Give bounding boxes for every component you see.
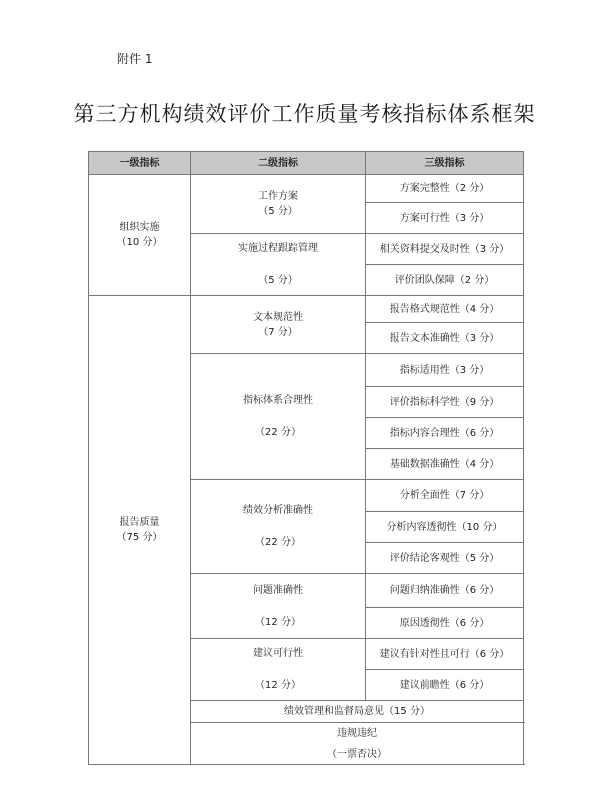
veto-label: （一票否决） [327, 748, 387, 760]
level2-cell-performance-analysis [191, 480, 366, 574]
level2-score: （5 分） [258, 275, 298, 286]
table-row [89, 296, 524, 323]
level2-name: 问题准确性 [253, 584, 303, 596]
level3-cell: 报告格式规范性（4 分） [366, 296, 524, 323]
level3-cell: 指标内容合理性（6 分） [366, 418, 524, 449]
column-header-level3: 三级指标 [366, 152, 524, 175]
level3-cell: 原因透彻性（6 分） [366, 608, 524, 639]
level3-cell: 方案可行性（3 分） [366, 203, 524, 234]
level3-cell: 相关资料提交及时性（3 分） [366, 234, 524, 265]
level2-cell-process-tracking [191, 234, 366, 296]
level2-name: 文本规范性 [253, 311, 303, 323]
level2-name: 工作方案 [258, 191, 298, 202]
level2-score: （22 分） [255, 427, 301, 438]
level3-cell: 分析全面性（7 分） [366, 480, 524, 512]
level3-cell: 分析内容透彻性（10 分） [366, 512, 524, 543]
level2-score: （5 分） [258, 206, 298, 217]
level2-name: 指标体系合理性 [243, 395, 313, 406]
level1-name: 组织实施 [119, 222, 160, 233]
level2-cell-problem-accuracy [191, 574, 366, 639]
level2-cell-indicator-system [191, 354, 366, 480]
level3-cell: 评价结论客观性（5 分） [366, 543, 524, 574]
level1-score: （75 分） [116, 532, 163, 543]
level2-cell-suggestion-feasibility [191, 639, 366, 701]
level2-name: 绩效分析准确性 [243, 505, 313, 516]
table-row [89, 175, 524, 203]
indicator-table [88, 151, 524, 765]
level1-score: （10 分） [116, 237, 163, 248]
level1-cell-report-quality [89, 296, 191, 765]
level3-cell: 建议前瞻性（6 分） [366, 670, 524, 701]
level1-name: 报告质量 [119, 517, 160, 528]
level3-cell: 评价指标科学性（9 分） [366, 387, 524, 418]
document-title: 第三方机构绩效评价工作质量考核指标体系框架 [73, 102, 536, 126]
level2-score: （12 分） [255, 616, 301, 628]
level2-cell-work-plan [191, 175, 366, 234]
level1-cell-organization [89, 175, 191, 296]
column-header-level1: 一级指标 [89, 152, 191, 175]
supervision-opinion-cell: 绩效管理和监督局意见（15 分） [191, 701, 524, 723]
table-header-row [89, 152, 524, 175]
level2-score: （7 分） [258, 326, 298, 338]
level2-score: （22 分） [255, 537, 301, 548]
column-header-level2: 二级指标 [191, 152, 366, 175]
level3-cell: 建议有针对性且可行（6 分） [366, 639, 524, 670]
violation-veto-cell [191, 723, 524, 765]
level2-score: （12 分） [255, 680, 301, 691]
level3-cell: 方案完整性（2 分） [366, 175, 524, 203]
level3-cell: 评价团队保障（2 分） [366, 265, 524, 296]
level3-cell: 指标适用性（3 分） [366, 354, 524, 387]
level3-cell: 基础数据准确性（4 分） [366, 449, 524, 480]
violation-label: 违规违纪 [337, 727, 377, 739]
attachment-label: 附件 1 [117, 52, 153, 66]
level2-name: 实施过程跟踪管理 [238, 243, 318, 254]
level2-name: 建议可行性 [253, 648, 303, 659]
level2-cell-text-standard [191, 296, 366, 354]
level3-cell: 报告文本准确性（3 分） [366, 323, 524, 354]
level3-cell: 问题归纳准确性（6 分） [366, 574, 524, 608]
